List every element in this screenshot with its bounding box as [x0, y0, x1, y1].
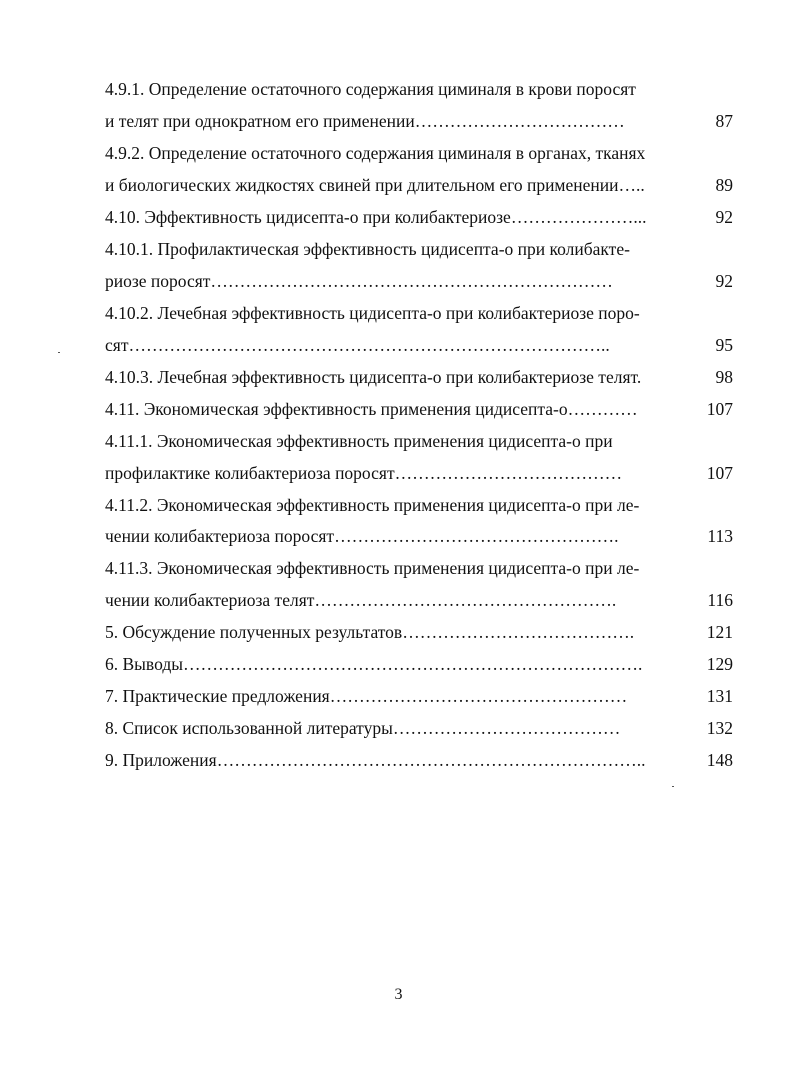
toc-entry-4-11-1-line-1: 4.11.1. Экономическая эффективность применения цидисепта-о при — [105, 431, 613, 451]
toc-page-number: 121 — [706, 622, 733, 642]
scan-speck — [672, 786, 674, 787]
toc-entry-4-9-2-line-1: 4.9.2. Определение остаточного содержания циминаля в органах, тканях — [105, 143, 646, 163]
toc-entry-6: 6. Выводы……………………………………………………………………. — [105, 654, 643, 674]
scan-speck — [58, 352, 60, 353]
toc-entry-4-9-1-line-2: и телят при однократном его применении……………………………… — [105, 111, 625, 131]
toc-page-number: 129 — [706, 654, 733, 674]
toc-entry-4-11-3-line-2: чении колибактериоза телят……………………………………………. — [105, 590, 617, 610]
toc-page-number: 95 — [715, 335, 733, 355]
toc-page-number: 107 — [706, 463, 733, 483]
toc-page-number: 87 — [715, 111, 733, 131]
toc-page-number: 116 — [707, 590, 733, 610]
toc-page-number: 131 — [706, 686, 733, 706]
toc-entry-4-10-1-line-1: 4.10.1. Профилактическая эффективность цидисепта-о при колибакте- — [105, 239, 630, 259]
toc-page-number: 148 — [706, 750, 733, 770]
toc-page-number: 98 — [715, 367, 733, 387]
toc-entry-7: 7. Практические предложения…………………………………………… — [105, 686, 628, 706]
toc-page-number: 92 — [715, 207, 733, 227]
toc-entry-4-10: 4.10. Эффективность цидисепта-о при колибактериозе…………………... — [105, 207, 647, 227]
toc-entry-4-11-2-line-2: чении колибактериоза поросят…………………………………………. — [105, 526, 619, 546]
toc-entry-4-10-2-line-2: сят……………………………………………………………………….. — [105, 335, 610, 355]
toc-page-number: 107 — [706, 399, 733, 419]
toc-entry-4-11-3-line-1: 4.11.3. Экономическая эффективность применения цидисепта-о при ле- — [105, 558, 640, 578]
toc-entry-8: 8. Список использованной литературы………………………………… — [105, 718, 621, 738]
toc-entry-5: 5. Обсуждение полученных результатов…………………………………. — [105, 622, 635, 642]
toc-entry-4-10-1-line-2: риозе поросят…………………………………………………………… — [105, 271, 613, 291]
toc-entry-9: 9. Приложения……………………………………………………………….. — [105, 750, 646, 770]
toc-entry-4-11-2-line-1: 4.11.2. Экономическая эффективность применения цидисепта-о при ле- — [105, 495, 640, 515]
toc-entry-4-11-1-line-2: профилактике колибактериоза поросят………………………………… — [105, 463, 623, 483]
toc-entry-4-10-2-line-1: 4.10.2. Лечебная эффективность цидисепта-о при колибактериозе поро- — [105, 303, 640, 323]
toc-page-number: 113 — [707, 526, 733, 546]
toc-entry-4-9-2-line-2: и биологических жидкостях свиней при длительном его применении….. — [105, 175, 645, 195]
toc-page-number: 132 — [706, 718, 733, 738]
toc-entry-4-9-1-line-1: 4.9.1. Определение остаточного содержания циминаля в крови поросят — [105, 79, 636, 99]
page-number: 3 — [394, 986, 403, 1003]
toc-entry-4-10-3: 4.10.3. Лечебная эффективность цидисепта-о при колибактериозе телят. — [105, 367, 642, 387]
toc-page-number: 92 — [715, 271, 733, 291]
toc-page-number: 89 — [715, 175, 733, 195]
toc-entry-4-11: 4.11. Экономическая эффективность применения цидисепта-о………… — [105, 399, 638, 419]
